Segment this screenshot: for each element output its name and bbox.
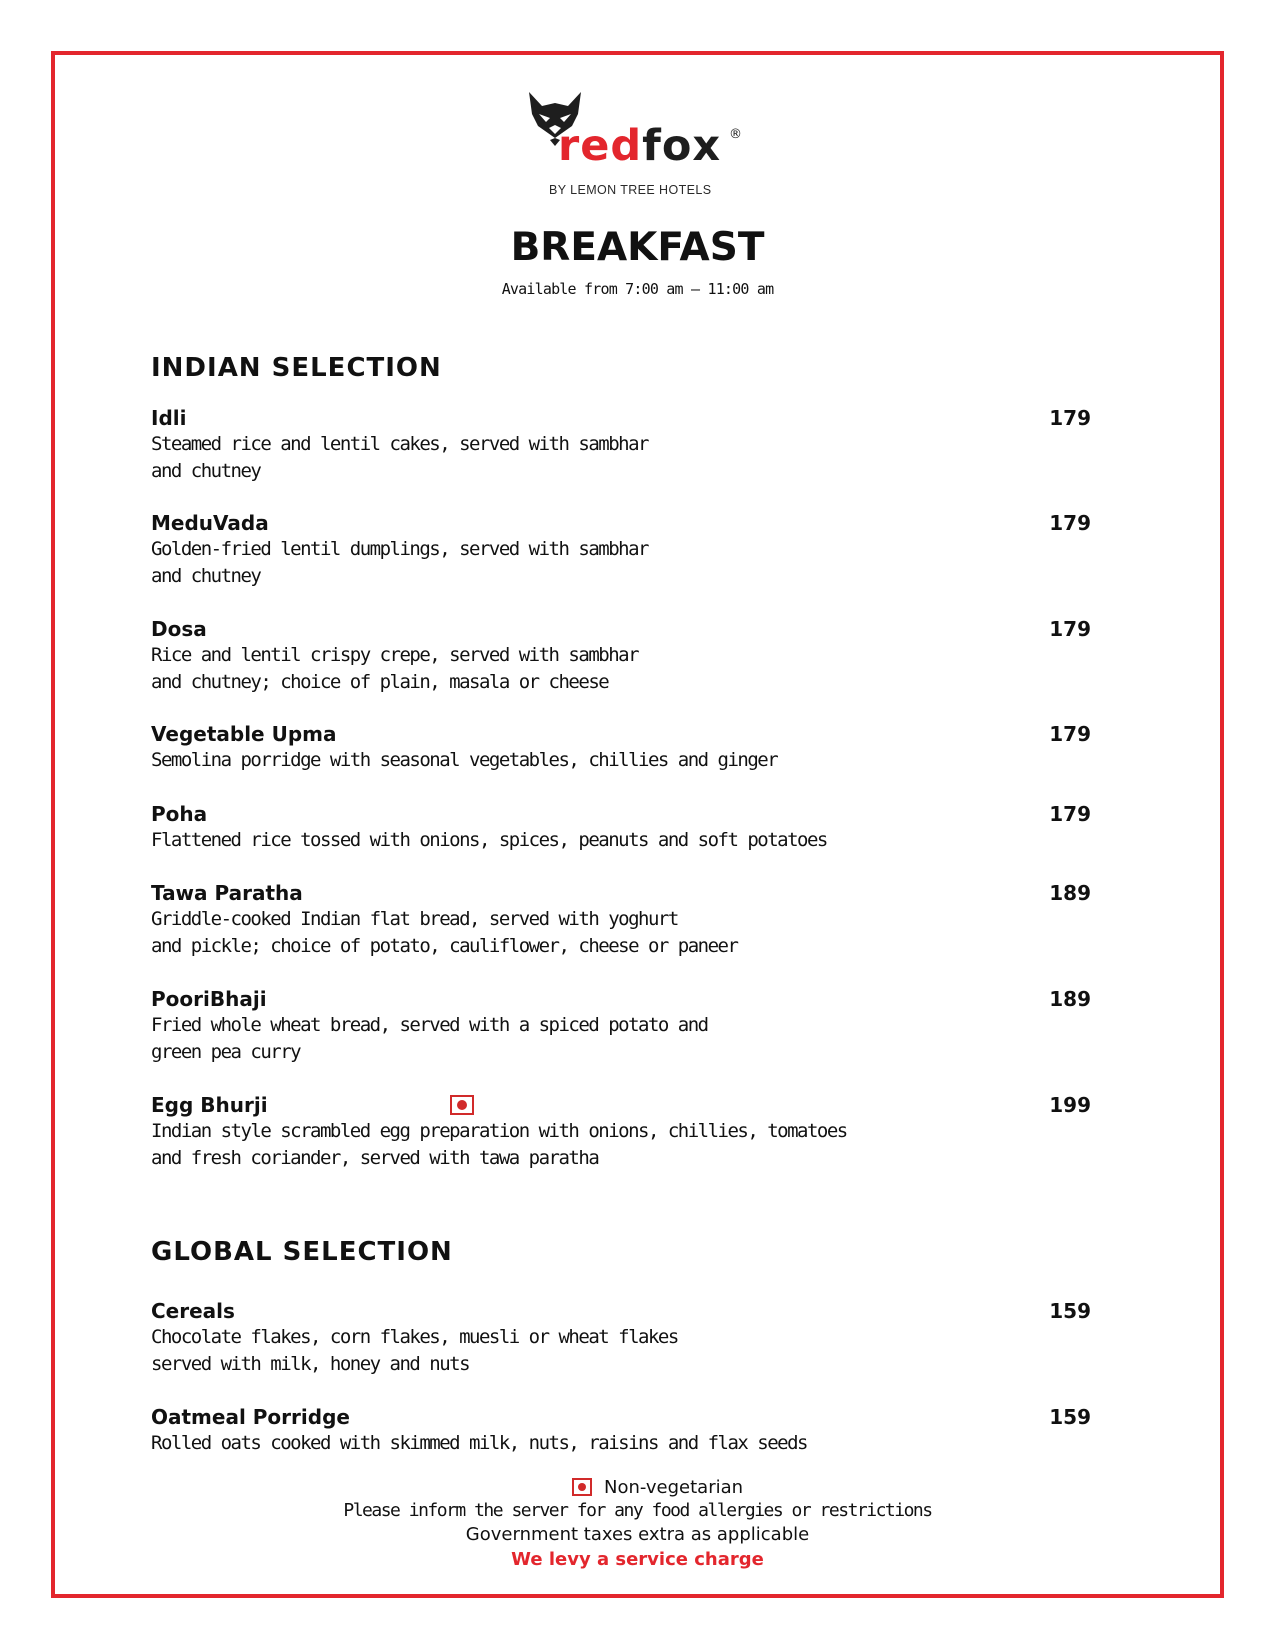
item-desc-line: Golden-fried lentil dumplings, served with sambhar xyxy=(151,538,648,560)
item-name: PooriBhaji xyxy=(151,987,267,1011)
item-name: Poha xyxy=(151,802,208,826)
item-name: Vegetable Upma xyxy=(151,722,337,746)
menu-item xyxy=(151,1092,1091,1171)
item-name: Dosa xyxy=(151,617,207,641)
menu-item xyxy=(151,1298,1091,1377)
item-price: 179 xyxy=(1049,511,1091,535)
item-desc-line: Fried whole wheat bread, served with a spiced potato and xyxy=(151,1014,708,1036)
allergy-note: Please inform the server for any food allergies or restrictions xyxy=(343,1500,932,1521)
item-price: 189 xyxy=(1049,987,1091,1011)
item-desc-line: Rolled oats cooked with skimmed milk, nuts, raisins and flax seeds xyxy=(151,1432,807,1454)
item-desc-line: Chocolate flakes, corn flakes, muesli or wheat flakes xyxy=(151,1326,678,1348)
tax-note: Government taxes extra as applicable xyxy=(465,1524,810,1545)
item-desc-line: Griddle-cooked Indian flat bread, served with yoghurt xyxy=(151,908,678,930)
menu-title: BREAKFAST xyxy=(510,225,765,270)
item-name: MeduVada xyxy=(151,511,269,535)
item-price: 189 xyxy=(1049,881,1091,905)
item-name: Cereals xyxy=(151,1299,235,1323)
wordmark-red: red xyxy=(558,121,643,171)
section-heading-global: GLOBAL SELECTION xyxy=(151,1237,453,1267)
item-desc-line: green pea curry xyxy=(151,1040,301,1063)
section-heading-indian: INDIAN SELECTION xyxy=(151,353,442,383)
item-desc-line: Semolina porridge with seasonal vegetables, chillies and ginger xyxy=(151,749,778,771)
item-name: Oatmeal Porridge xyxy=(151,1405,350,1429)
item-price: 159 xyxy=(1049,1405,1091,1429)
item-desc-line: and chutney xyxy=(151,564,261,587)
non-veg-legend xyxy=(572,1476,743,1498)
availability-note: Available from 7:00 am – 11:00 am xyxy=(501,280,774,298)
item-price: 159 xyxy=(1049,1299,1091,1323)
brand-wordmark xyxy=(558,121,722,171)
item-desc-line: Steamed rice and lentil cakes, served with sambhar xyxy=(151,433,648,455)
menu-item xyxy=(151,801,1091,854)
registered-mark: ® xyxy=(729,127,742,142)
brand-logo xyxy=(526,92,750,200)
item-desc-line: and chutney; choice of plain, masala or cheese xyxy=(151,670,609,693)
item-price: 179 xyxy=(1049,722,1091,746)
non-veg-icon xyxy=(450,1095,474,1115)
wordmark-dark: fox xyxy=(642,121,722,171)
menu-item xyxy=(151,721,1091,774)
menu-item xyxy=(151,880,1091,959)
menu-item xyxy=(151,616,1091,695)
item-name: Idli xyxy=(151,406,187,430)
menu-item xyxy=(151,510,1091,589)
brand-tagline: BY LEMON TREE HOTELS xyxy=(549,183,712,197)
menu-item xyxy=(151,986,1091,1065)
item-desc-line: Rice and lentil crispy crepe, served with sambhar xyxy=(151,644,639,666)
menu-item xyxy=(151,1404,1091,1457)
item-desc-line: served with milk, honey and nuts xyxy=(151,1352,470,1375)
item-name: Tawa Paratha xyxy=(151,881,303,905)
item-desc-line: Indian style scrambled egg preparation with onions, chillies, tomatoes xyxy=(151,1120,847,1142)
menu-item xyxy=(151,405,1091,484)
item-price: 179 xyxy=(1049,802,1091,826)
item-desc-line: and fresh coriander, served with tawa paratha xyxy=(151,1146,599,1169)
non-veg-icon xyxy=(572,1478,592,1496)
service-charge-note: We levy a service charge xyxy=(511,1549,764,1570)
legend-label: Non-vegetarian xyxy=(604,1476,744,1498)
item-price: 199 xyxy=(1049,1093,1091,1117)
item-name: Egg Bhurji xyxy=(151,1093,268,1117)
item-desc-line: and chutney xyxy=(151,459,261,482)
item-desc-line: Flattened rice tossed with onions, spices, peanuts and soft potatoes xyxy=(151,829,827,851)
item-price: 179 xyxy=(1049,406,1091,430)
item-desc-line: and pickle; choice of potato, cauliflower, cheese or paneer xyxy=(151,934,738,957)
item-price: 179 xyxy=(1049,617,1091,641)
